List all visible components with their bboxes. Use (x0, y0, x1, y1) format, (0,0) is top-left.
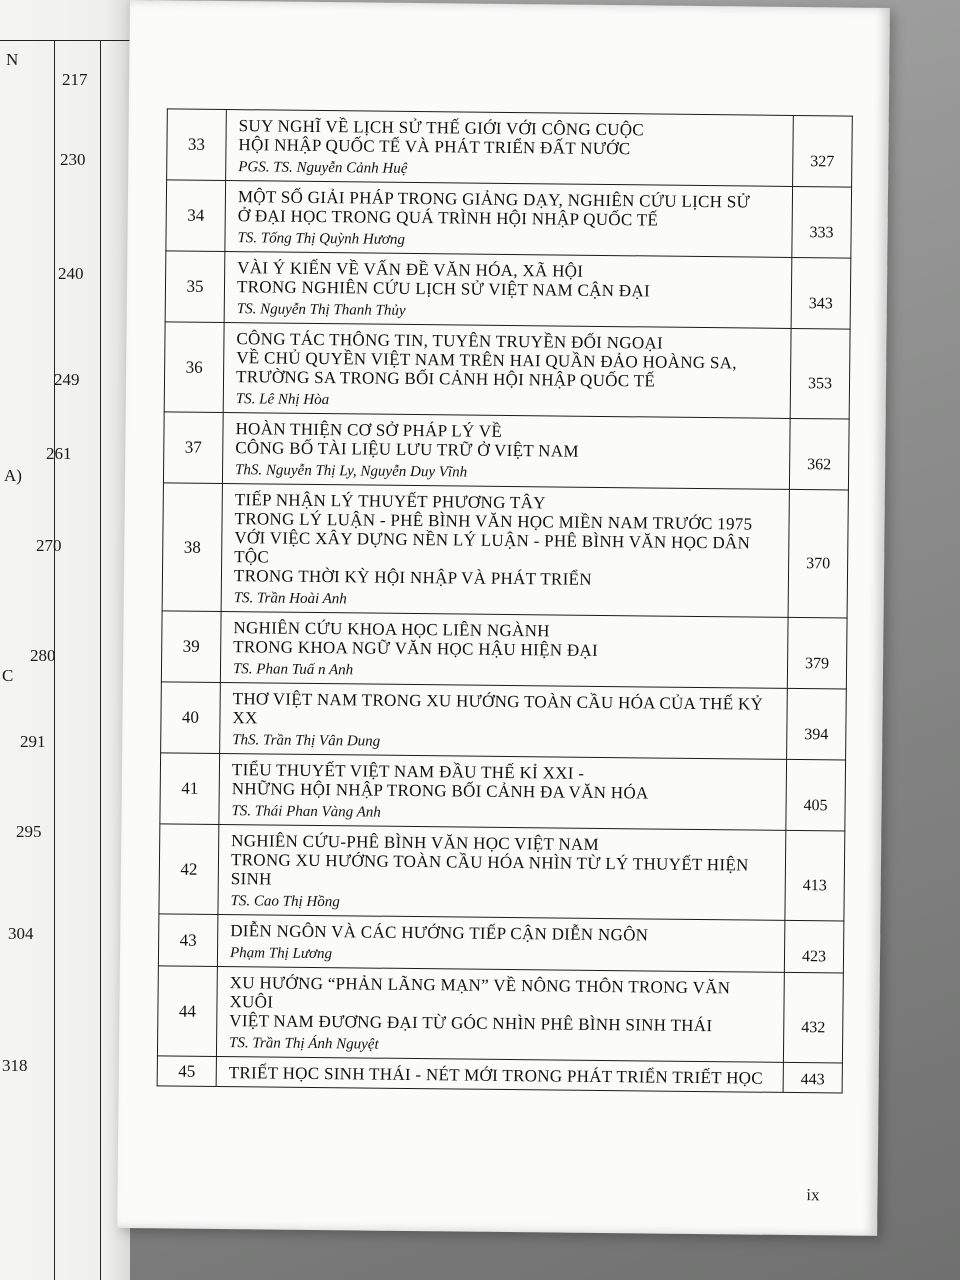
entry-number: 38 (162, 483, 222, 612)
entry-author: PGS. TS. Nguyễn Cảnh Huệ (238, 159, 408, 177)
entry-title-line: THƠ VIỆT NAM TRONG XU HƯỚNG TOÀN CẦU HÓA CỦA THẾ KỶ XX (232, 689, 764, 728)
entry-content (217, 914, 785, 972)
entry-number: 45 (157, 1056, 216, 1087)
entry-title-line: NHỮNG HỘI NHẬP TRONG BỐI CẢNH ĐA VĂN HÓA (231, 779, 649, 803)
entry-title-line: VÀI Ý KIẾN VỀ VẤN ĐỀ VĂN HÓA, XÃ HỘI (237, 258, 584, 281)
entry-author: TS. Trần Thị Ánh Nguyệt (228, 1035, 379, 1053)
entry-title-line: TRONG THỜI KỲ HỘI NHẬP VÀ PHÁT TRIỂN (233, 566, 592, 589)
left-page-number: 261 (46, 444, 72, 463)
toc-entry-row (165, 251, 851, 329)
entry-content (223, 323, 791, 419)
entry-title-line: TRIẾT HỌC SINH THÁI - NÉT MỚI TRONG PHÁT TRIỂN TRIẾT HỌC (228, 1063, 764, 1088)
entry-content (219, 753, 787, 830)
toc-entry-row (161, 611, 847, 689)
entry-content (220, 682, 788, 759)
entry-content (222, 412, 790, 489)
entry-content (216, 966, 784, 1062)
entry-content (224, 252, 792, 329)
entry-number: 42 (159, 824, 219, 915)
entry-number: 39 (161, 611, 221, 683)
left-page-number: 318 (2, 1056, 28, 1075)
entry-number: 41 (160, 753, 220, 825)
entry-page-number: 443 (783, 1062, 842, 1093)
page-footer-number: ix (806, 1185, 820, 1205)
entry-page-number: 343 (791, 257, 851, 329)
entry-title-line: TRONG XU HƯỚNG TOÀN CẦU HÓA NHÌN TỪ LÝ THUYẾT HIỆN SINH (230, 850, 749, 889)
entry-content (221, 483, 789, 617)
toc-entry-row (157, 1056, 842, 1093)
entry-author: TS. Nguyễn Thị Thanh Thủy (236, 301, 406, 319)
entry-author: Phạm Thị Lương (229, 945, 333, 963)
entry-title-line: TRƯỜNG SA TRONG BỐI CẢNH HỘI NHẬP QUỐC TẾ (235, 367, 656, 391)
entry-title-line: VỀ CHỦ QUYỀN VIỆT NAM TRÊN HAI QUẦN ĐẢO HOÀNG SA, (236, 348, 737, 373)
entry-author: TS. Trần Hoài Anh (233, 590, 347, 608)
entry-page-number: 423 (784, 920, 844, 973)
entry-page-number: 379 (787, 617, 847, 689)
entry-title-line: HỘI NHẬP QUỐC TẾ VÀ PHÁT TRIỂN ĐẤT NƯỚC (238, 135, 631, 159)
entry-title-line: Ở ĐẠI HỌC TRONG QUÁ TRÌNH HỘI NHẬP QUỐC TẾ (237, 206, 659, 230)
left-fragment: C (2, 666, 14, 685)
left-page-number: 304 (8, 924, 34, 943)
entry-title-line: TRONG KHOA NGỮ VĂN HỌC HẬU HIỆN ĐẠI (233, 637, 599, 660)
entry-author: TS. Cao Thị Hồng (230, 893, 340, 911)
entry-title-line: TRONG LÝ LUẬN - PHÊ BÌNH VĂN HỌC MIỀN NAM TRƯỚC 1975 (234, 509, 753, 534)
entry-content (218, 824, 786, 920)
entry-number: 40 (161, 682, 221, 754)
toc-entry-row (163, 412, 849, 490)
entry-content (220, 611, 788, 688)
toc-entry-row (160, 753, 846, 831)
entry-page-number: 327 (793, 115, 853, 187)
left-page-number: 249 (54, 370, 80, 389)
entry-author: TS. Phan Tuấ n Anh (232, 661, 354, 679)
toc-entry-row (164, 322, 850, 419)
entry-title-line: VIỆT NAM ĐƯƠNG ĐẠI TỪ GÓC NHÌN PHÊ BÌNH SINH THÁI (229, 1011, 713, 1036)
entry-title-line: DIỄN NGÔN VÀ CÁC HƯỚNG TIẾP CẬN DIỄN NGÔN (230, 921, 649, 945)
entry-content (226, 110, 794, 187)
entry-number: 36 (164, 322, 224, 413)
entry-title-line: CÔNG TÁC THÔNG TIN, TUYÊN TRUYỀN ĐỐI NGOẠI (236, 329, 664, 353)
entry-page-number: 413 (785, 830, 845, 921)
book-page (117, 0, 890, 1236)
toc-entry-row (166, 180, 852, 258)
entry-author: TS. Lê Nhị Hòa (235, 391, 330, 409)
entry-page-number: 370 (788, 489, 848, 618)
left-page-number: 240 (58, 264, 84, 283)
entry-author: ThS. Nguyễn Thị Ly, Nguyễn Duy Vĩnh (234, 462, 468, 481)
left-page-number: 280 (30, 646, 56, 665)
entry-title-line: TRONG NGHIÊN CỨU LỊCH SỬ VIỆT NAM CẬN ĐẠI (236, 277, 651, 301)
entry-page-number: 353 (790, 328, 850, 419)
toc-entry-row (158, 914, 844, 973)
toc-entry-row (157, 966, 843, 1063)
left-fragment: A) (4, 466, 22, 485)
left-column-rule (100, 40, 101, 1280)
entry-title-line: SUY NGHĨ VỀ LỊCH SỬ THẾ GIỚI VỚI CÔNG CUỘC (238, 116, 645, 140)
entry-title-line: VỚI VIỆC XÂY DỰNG NỀN LÝ LUẬN - PHÊ BÌNH VĂN HỌC DÂN TỘC (234, 528, 751, 567)
left-page-number: 230 (60, 150, 86, 169)
entry-page-number: 405 (786, 759, 846, 831)
left-row-rule (0, 40, 130, 41)
entry-title-line: XU HƯỚNG “PHẢN LÃNG MẠN” VỀ NÔNG THÔN TRONG VĂN XUÔI (229, 973, 731, 1012)
entry-title-line: TIẾP NHẬN LÝ THUYẾT PHƯƠNG TÂY (234, 490, 546, 513)
entry-title-line: MỘT SỐ GIẢI PHÁP TRONG GIẢNG DẠY, NGHIÊN CỨU LỊCH SỬ (237, 187, 751, 212)
entry-number: 43 (158, 914, 218, 967)
left-page-number: 270 (36, 536, 62, 555)
entry-content (216, 1056, 783, 1092)
entry-number: 37 (163, 412, 223, 484)
entry-page-number: 394 (787, 688, 847, 760)
toc-entry-row (167, 109, 853, 187)
left-fragment: N (6, 50, 19, 69)
entry-title-line: CÔNG BỐ TÀI LIỆU LƯU TRỮ Ở VIỆT NAM (235, 438, 579, 461)
previous-page (0, 0, 130, 1280)
entry-page-number: 432 (783, 972, 843, 1063)
entry-title-line: HOÀN THIỆN CƠ SỞ PHÁP LÝ VỀ (235, 419, 503, 441)
entry-title-line: TIỂU THUYẾT VIỆT NAM ĐẦU THẾ KỈ XXI - (231, 760, 585, 783)
entry-title-line: NGHIÊN CỨU-PHÊ BÌNH VĂN HỌC VIỆT NAM (231, 831, 600, 854)
left-page-number: 295 (16, 822, 42, 841)
entry-number: 34 (166, 180, 226, 252)
entry-author: ThS. Trần Thị Vân Dung (232, 732, 381, 750)
entry-number: 44 (157, 966, 217, 1057)
left-page-number: 217 (62, 70, 88, 89)
entry-number: 33 (167, 109, 227, 181)
left-page-number: 291 (20, 732, 46, 751)
entry-page-number: 333 (792, 186, 852, 258)
toc-entry-row (161, 682, 847, 760)
entry-author: TS. Thái Phan Vàng Anh (231, 803, 381, 821)
entry-title-line: NGHIÊN CỨU KHOA HỌC LIÊN NGÀNH (233, 618, 550, 641)
entry-number: 35 (165, 251, 225, 323)
toc-entry-row (159, 824, 845, 921)
table-of-contents (157, 108, 853, 1093)
entry-author: TS. Tống Thị Quỳnh Hương (237, 230, 406, 248)
toc-entry-row (162, 483, 848, 618)
entry-page-number: 362 (789, 418, 849, 490)
entry-content (225, 181, 793, 258)
